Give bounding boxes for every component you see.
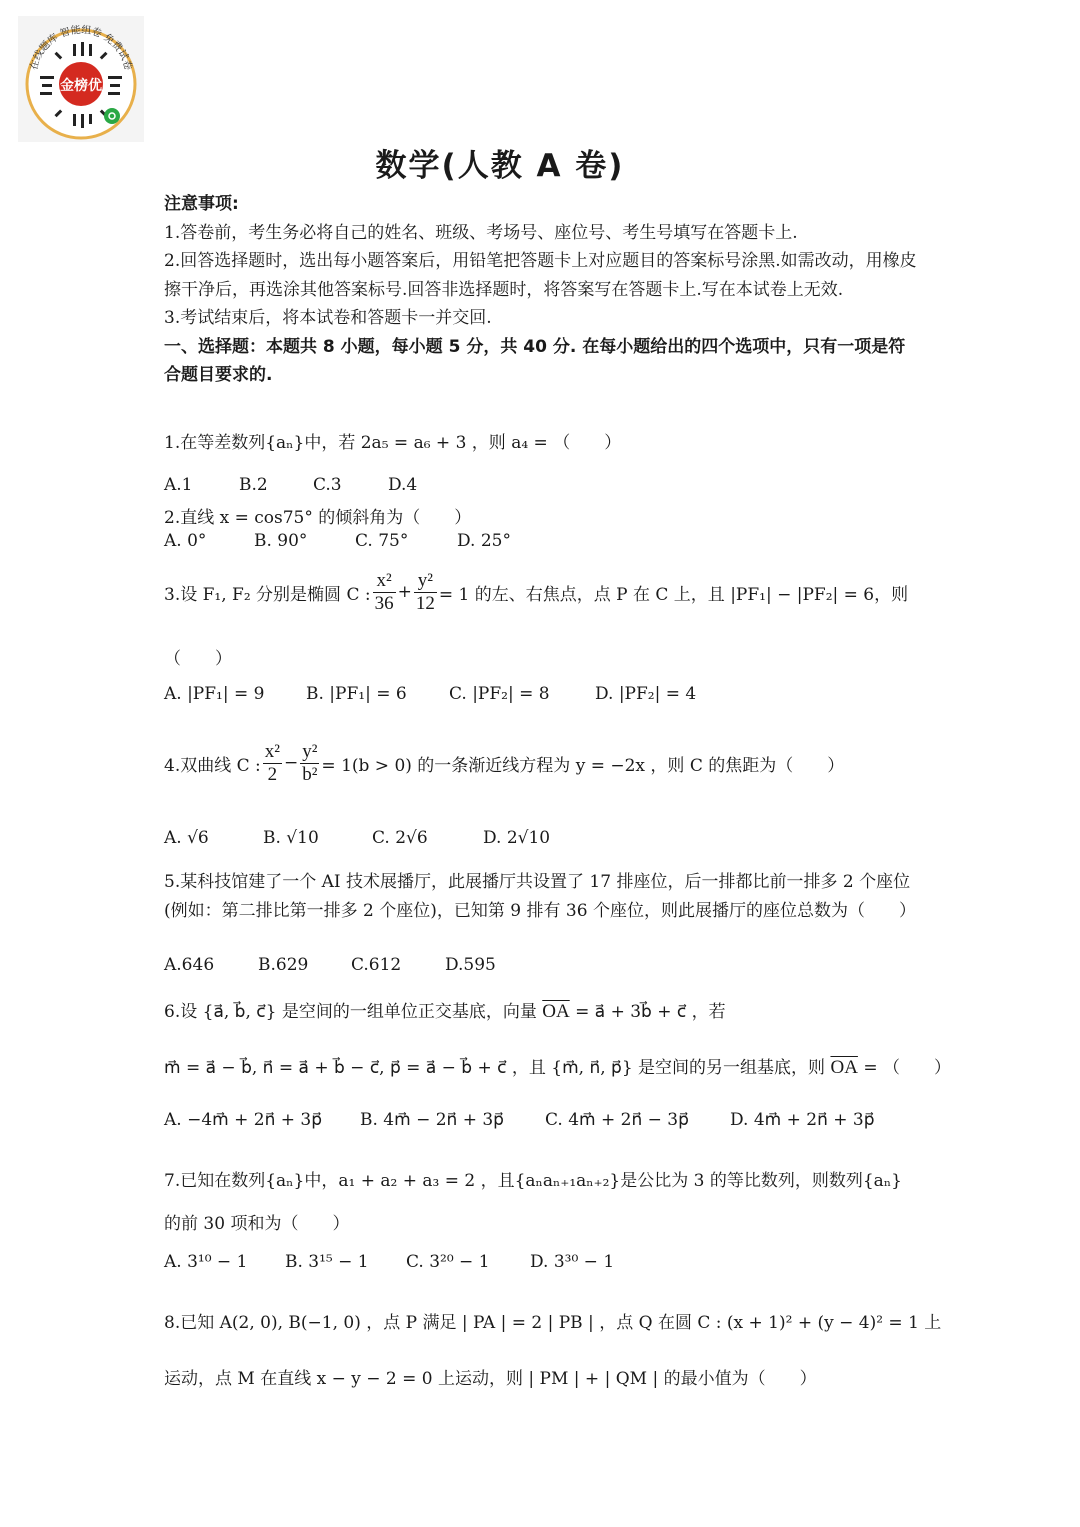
option: D. 2√10	[483, 828, 551, 848]
option: C. 75°	[355, 531, 409, 551]
notice-item: 3.考试结束后，将本试卷和答题卡一并交回.	[164, 308, 492, 328]
option: D. 25°	[457, 531, 511, 551]
option: D.4	[388, 475, 418, 495]
question-7-stem-line2: 的前 30 项和为（ ）	[164, 1214, 350, 1234]
fraction: $\frac{\text{x²}}{2}$	[264, 741, 280, 785]
option: A. |PF₁| = 9	[164, 684, 265, 704]
question-3-blank: （ ）	[164, 649, 232, 669]
question-3-options	[164, 684, 696, 704]
question-6-stem-line1: 6.设 {a⃗, b⃗, c⃗} 是空间的一组单位正交基底，向量 $\overline{OA}$ = a⃗ + 3b⃗ + c⃗ ，若	[164, 1001, 726, 1022]
question-5-stem: 5.某科技馆建了一个 AI 技术展播厅，此展播厅共设置了 17 排座位，后一排都比前一排多 2 个座位(例如：第二排比第一排多 2 个座位)，已知第 9 排有 36 个座位，则此展播厅的座位总数为（ ）	[164, 872, 916, 921]
option: C. 2√6	[372, 828, 428, 848]
option: D.595	[445, 955, 496, 975]
question-4-stem: 4.双曲线 C : $\frac{\text{x²}}{2}$ − $\frac{\text{y²}}{\text{b²}}$ = 1(b > 0) 的一条渐近线方程为 y = −2x ，则 C 的焦距为（ ）	[164, 741, 845, 785]
svg-text:金榜优: 金榜优	[60, 78, 102, 94]
option: A. √6	[164, 828, 209, 848]
vector-oa: $\overline{OA}$	[542, 1001, 570, 1022]
question-4-options	[164, 828, 550, 848]
question-8-stem-line1: 8.已知 A(2, 0), B(−1, 0) ，点 P 满足 | PA | = 2 | PB | ，点 Q 在圆 C : (x + 1)² + (y − 4)² = 1 上	[164, 1313, 942, 1333]
question-1-options	[164, 475, 417, 495]
option: C.612	[351, 955, 402, 975]
option: C.3	[313, 475, 342, 495]
notice-item: 1.答卷前，考生务必将自己的姓名、班级、考场号、座位号、考生号填写在答题卡上.	[164, 222, 798, 243]
option: D. |PF₂| = 4	[595, 684, 697, 704]
exam-body	[164, 190, 920, 390]
option: B. |PF₁| = 6	[306, 684, 407, 704]
option: A. −4m⃗ + 2n⃗ + 3p⃗	[164, 1110, 323, 1130]
vector-oa: $\overline{OA}$	[830, 1057, 858, 1078]
fraction: $\frac{\text{x²}}{36}$	[374, 570, 394, 614]
notice-item: 2.回答选择题时，选出每小题答案后，用铅笔把答题卡上对应题目的答案标号涂黑.如需改动，用橡皮擦干净后，再选涂其他答案标号.回答非选择题时，将答案写在答题卡上.写在本试卷上无效.	[164, 251, 917, 300]
option: B. 3¹⁵ − 1	[285, 1252, 369, 1272]
option: B.2	[239, 475, 268, 495]
notice-heading: 注意事项:	[164, 194, 239, 214]
option: D. 3³⁰ − 1	[530, 1252, 615, 1272]
section-heading: 一、选择题：本题共 8 小题，每小题 5 分，共 40 分. 在每小题给出的四个选项中，只有一项是符合题目要求的.	[164, 336, 906, 385]
fraction: $\frac{\text{y²}}{\text{b²}}$	[302, 741, 318, 785]
question-7-options	[164, 1252, 614, 1272]
option: B. √10	[263, 828, 319, 848]
question-8-stem-line2: 运动，点 M 在直线 x − y − 2 = 0 上运动，则 | PM | + | QM | 的最小值为（ ）	[164, 1369, 817, 1389]
question-7-stem-line1: 7.已知在数列{aₙ}中，a₁ + a₂ + a₃ = 2 ，且{aₙaₙ₊₁aₙ₊₂}是公比为 3 的等比数列，则数列{aₙ}	[164, 1171, 902, 1191]
option: D. 4m⃗ + 2n⃗ + 3p⃗	[730, 1110, 875, 1130]
option: A. 0°	[164, 531, 207, 551]
question-3-stem: 3.设 F₁, F₂ 分别是椭圆 C : $\frac{\text{x²}}{36}$ + $\frac{\text{y²}}{12}$ = 1 的左、右焦点，点 P 在 C 上，且 |PF₁| − |PF₂| = 6，则	[164, 570, 909, 614]
option: A.646	[164, 955, 215, 975]
option: B. 4m⃗ − 2n⃗ + 3p⃗	[360, 1110, 504, 1130]
question-5-options	[164, 955, 496, 975]
option: B.629	[258, 955, 309, 975]
fraction: $\frac{\text{y²}}{12}$	[415, 570, 435, 614]
question-1-stem: 1.在等差数列{aₙ}中，若 2a₅ = a₆ + 3 ，则 a₄ = （ ）	[164, 433, 622, 453]
option: A. 3¹⁰ − 1	[164, 1252, 248, 1272]
option: C. 3²⁰ − 1	[406, 1252, 490, 1272]
question-2-options	[164, 531, 511, 551]
question-6-options	[164, 1110, 875, 1130]
option: A.1	[164, 475, 193, 495]
question-2-stem: 2.直线 x = cos75° 的倾斜角为（ ）	[164, 508, 472, 528]
question-6-stem-line2: m⃗ = a⃗ − b⃗, n⃗ = a⃗ + b⃗ − c⃗, p⃗ = a⃗ − b⃗ + c⃗ ，且 {m⃗, n⃗, p⃗} 是空间的另一组基底，则 $\overline{OA}$ = （ ）	[164, 1057, 951, 1078]
exam-title: 数学(人教 A 卷)	[375, 148, 625, 184]
option: B. 90°	[254, 531, 308, 551]
option: C. |PF₂| = 8	[449, 684, 550, 704]
svg-text:在线题库 智能组卷 免费试卷: 在线题库 智能组卷 免费试卷	[28, 24, 134, 72]
option: C. 4m⃗ + 2n⃗ − 3p⃗	[545, 1110, 689, 1130]
brand-logo	[18, 16, 144, 142]
qr-code-logo-icon	[18, 16, 144, 142]
